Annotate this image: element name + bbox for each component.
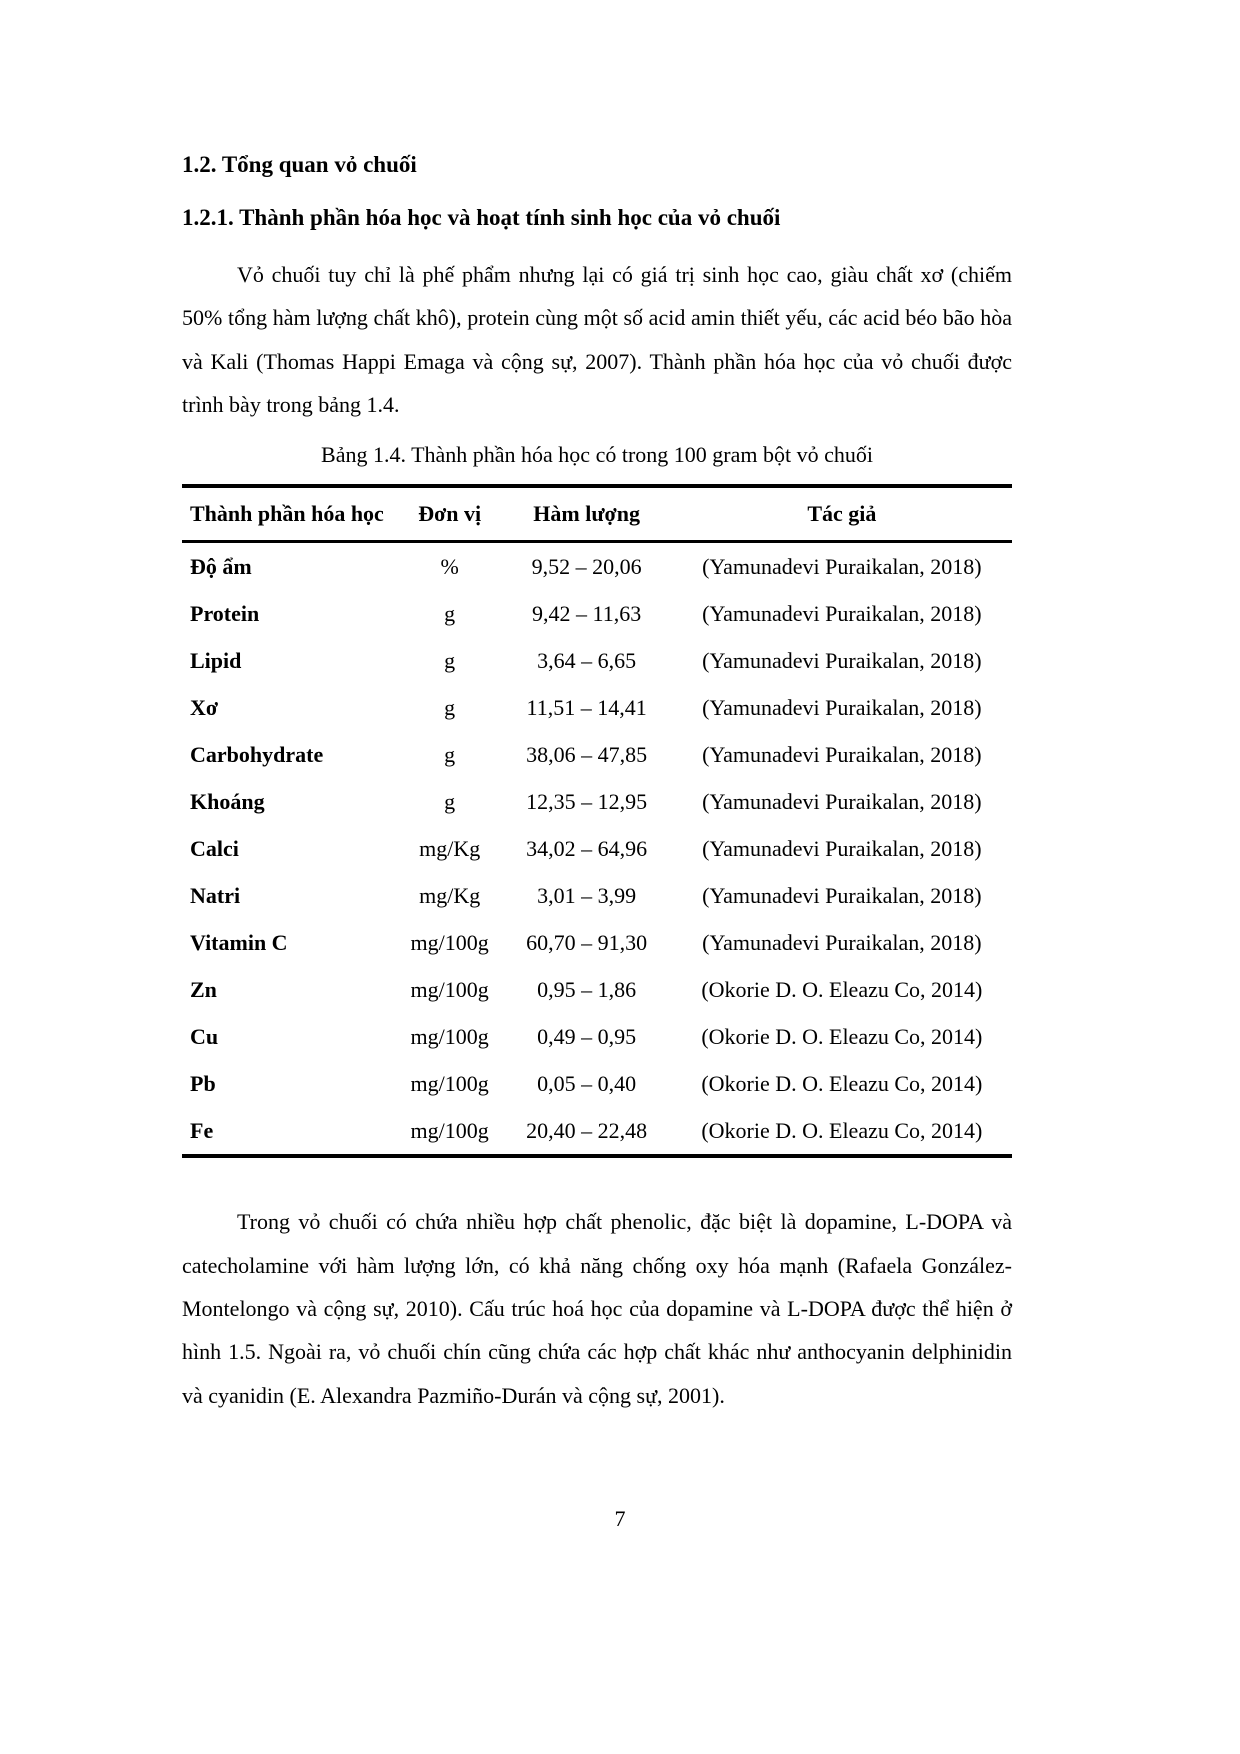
author-cell: (Yamunadevi Puraikalan, 2018) <box>702 553 982 579</box>
phenolic-paragraph: Trong vỏ chuối có chứa nhiều hợp chất phenolic, đặc biệt là dopamine, L-DOPA và catecholamine với hàm lượng lớn, có khả năng chống oxy hóa mạnh (Rafaela González-Montelongo và cộng sự, 2010). Cấu trúc hoá học của dopamine và L-DOPA được thể hiện ở hình 1.5. Ngoài ra, vỏ chuối chín cũng chứa các hợp chất khác như anthocyanin delphinidin và cyanidin (E. Alexandra Pazmiño-Durán và cộng sự, 2001). <box>182 1209 1012 1408</box>
unit-cell: g <box>444 694 456 720</box>
component-cell: Pb <box>190 1070 216 1096</box>
amount-cell: 12,35 – 12,95 <box>526 788 648 814</box>
unit-cell: g <box>444 741 456 767</box>
author-cell: (Okorie D. O. Eleazu Co, 2014) <box>701 1117 983 1143</box>
column-header-amount: Hàm lượng <box>502 486 672 542</box>
unit-cell: mg/Kg <box>419 835 481 861</box>
amount-cell: 34,02 – 64,96 <box>526 835 648 861</box>
amount-cell: 60,70 – 91,30 <box>526 929 648 955</box>
table-row <box>182 1060 1012 1107</box>
author-cell: (Okorie D. O. Eleazu Co, 2014) <box>701 976 983 1002</box>
unit-cell: g <box>444 600 456 626</box>
unit-cell: g <box>444 647 456 673</box>
table-row <box>182 1107 1012 1156</box>
table-row <box>182 919 1012 966</box>
section-heading: 1.2. Tổng quan vỏ chuối <box>182 152 417 177</box>
unit-cell: mg/100g <box>410 1117 489 1143</box>
component-cell: Protein <box>190 600 260 626</box>
table-header-row <box>182 486 1012 542</box>
component-cell: Độ ẩm <box>190 553 252 579</box>
unit-cell: g <box>444 788 456 814</box>
table-row <box>182 1013 1012 1060</box>
amount-cell: 9,52 – 20,06 <box>531 553 642 579</box>
table-row <box>182 590 1012 637</box>
amount-cell: 9,42 – 11,63 <box>532 600 642 626</box>
table-row <box>182 778 1012 825</box>
author-cell: (Okorie D. O. Eleazu Co, 2014) <box>701 1070 983 1096</box>
intro-paragraph: Vỏ chuối tuy chỉ là phế phẩm nhưng lại có giá trị sinh học cao, giàu chất xơ (chiếm 50% tổng hàm lượng chất khô), protein cùng một số acid amin thiết yếu, các acid béo bão hòa và Kali (Thomas Happi Emaga và cộng sự, 2007). Thành phần hóa học của vỏ chuối được trình bày trong bảng 1.4. <box>182 262 1012 417</box>
component-cell: Fe <box>190 1117 214 1143</box>
table-caption: Bảng 1.4. Thành phần hóa học có trong 100 gram bột vỏ chuối <box>321 442 873 468</box>
subsection-heading: 1.2.1. Thành phần hóa học và hoạt tính sinh học của vỏ chuối <box>182 205 781 230</box>
amount-cell: 0,49 – 0,95 <box>537 1023 637 1049</box>
author-cell: (Okorie D. O. Eleazu Co, 2014) <box>701 1023 983 1049</box>
component-cell: Carbohydrate <box>190 741 324 767</box>
table-row <box>182 637 1012 684</box>
table-row <box>182 872 1012 919</box>
amount-cell: 11,51 – 14,41 <box>526 694 647 720</box>
amount-cell: 0,05 – 0,40 <box>537 1070 637 1096</box>
author-cell: (Yamunadevi Puraikalan, 2018) <box>702 788 982 814</box>
author-cell: (Yamunadevi Puraikalan, 2018) <box>702 882 982 908</box>
component-cell: Zn <box>190 976 217 1002</box>
amount-cell: 3,64 – 6,65 <box>537 647 637 673</box>
author-cell: (Yamunadevi Puraikalan, 2018) <box>702 741 982 767</box>
amount-cell: 3,01 – 3,99 <box>537 882 637 908</box>
author-cell: (Yamunadevi Puraikalan, 2018) <box>702 694 982 720</box>
component-cell: Xơ <box>190 694 219 720</box>
table-body <box>182 542 1012 1157</box>
author-cell: (Yamunadevi Puraikalan, 2018) <box>702 835 982 861</box>
amount-cell: 38,06 – 47,85 <box>526 741 648 767</box>
component-cell: Natri <box>190 882 241 908</box>
component-cell: Lipid <box>190 647 242 673</box>
unit-cell: mg/100g <box>410 1023 489 1049</box>
author-cell: (Yamunadevi Puraikalan, 2018) <box>702 600 982 626</box>
amount-cell: 20,40 – 22,48 <box>526 1117 648 1143</box>
table-row <box>182 731 1012 778</box>
component-cell: Calci <box>190 835 239 861</box>
component-cell: Khoáng <box>190 788 265 814</box>
author-cell: (Yamunadevi Puraikalan, 2018) <box>702 929 982 955</box>
column-header-unit: Đơn vị <box>398 486 502 542</box>
component-cell: Cu <box>190 1023 219 1049</box>
column-header-component: Thành phần hóa học <box>182 486 398 542</box>
unit-cell: mg/100g <box>410 1070 489 1096</box>
page-number: 7 <box>614 1506 626 1531</box>
table-row <box>182 684 1012 731</box>
table-row <box>182 966 1012 1013</box>
column-header-author: Tác giả <box>672 486 1012 542</box>
table-row <box>182 542 1012 591</box>
amount-cell: 0,95 – 1,86 <box>537 976 637 1002</box>
unit-cell: mg/100g <box>410 929 489 955</box>
component-cell: Vitamin C <box>190 929 288 955</box>
composition-table <box>182 484 1012 1158</box>
table-row <box>182 825 1012 872</box>
unit-cell: mg/Kg <box>419 882 481 908</box>
unit-cell: % <box>440 553 459 579</box>
author-cell: (Yamunadevi Puraikalan, 2018) <box>702 647 982 673</box>
unit-cell: mg/100g <box>410 976 489 1002</box>
